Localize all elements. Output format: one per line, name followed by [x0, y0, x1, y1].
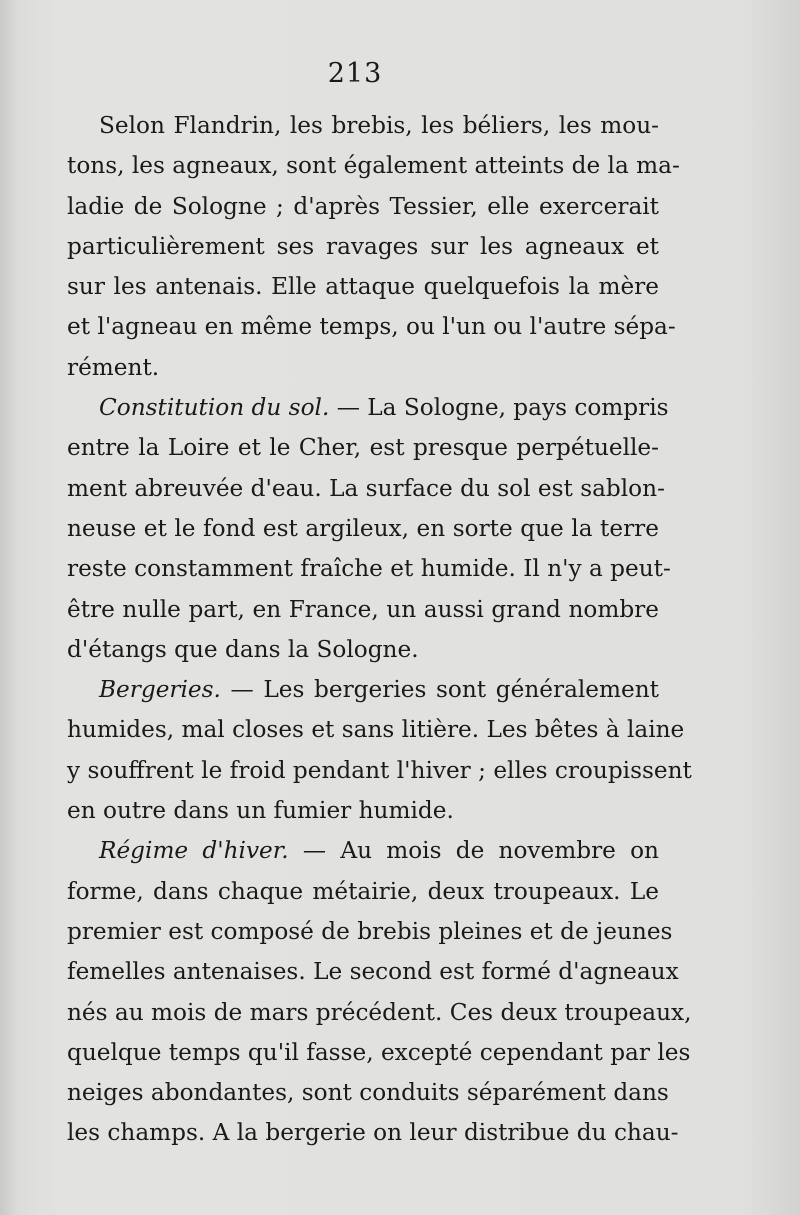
heading-continuation: — Au mois de novembre on: [288, 837, 659, 865]
text-line: nés au mois de mars précédent. Ces deux troupeaux,: [67, 998, 692, 1026]
section-heading: Régime d'hiver.: [99, 837, 289, 865]
text-line: les champs. A la bergerie on leur distribue du chau-: [67, 1119, 679, 1147]
page-number: 213: [327, 58, 383, 89]
text-line: ment abreuvée d'eau. La surface du sol est sablon-: [67, 474, 665, 502]
text-line: neuse et le fond est argileux, en sorte que la terre: [67, 514, 659, 542]
paragraph-first-line: [67, 831, 659, 871]
text-line: ladie de Sologne ; d'après Tessier, elle exercerait: [67, 192, 659, 220]
text-line: d'étangs que dans la Sologne.: [67, 635, 419, 663]
text-line: femelles antenaises. Le second est formé d'agneaux: [67, 958, 679, 986]
text-line: premier est composé de brebis pleines et de jeunes: [67, 917, 673, 945]
text-line: rément.: [67, 353, 160, 381]
paragraph-bergeries: [67, 670, 692, 831]
text-line: Selon Flandrin, les brebis, les béliers, les mou-: [99, 112, 659, 139]
text-line: y souffrent le froid pendant l'hiver ; elles croupissent: [67, 756, 692, 784]
paragraph-regime-d-hiver: [67, 831, 692, 1153]
text-line: neiges abondantes, sont conduits séparément dans: [67, 1079, 669, 1107]
paragraph-first-line: [67, 670, 659, 710]
text-line: sur les antenais. Elle attaque quelquefois la mère: [67, 273, 659, 301]
paragraph-constitution-du-sol: [67, 388, 671, 670]
heading-continuation: — Les bergeries sont généralement: [220, 676, 659, 704]
text-line: en outre dans un fumier humide.: [67, 797, 454, 825]
section-heading: Bergeries.: [99, 676, 221, 704]
text-line: tons, les agneaux, sont également atteints de la ma-: [67, 152, 680, 180]
heading-continuation: — La Sologne, pays compris: [329, 394, 669, 422]
paragraph-flandrin: [67, 106, 680, 388]
text-line: être nulle part, en France, un aussi grand nombre: [67, 595, 659, 623]
body-text: [67, 106, 692, 1154]
text-line: entre la Loire et le Cher, est presque perpétuelle-: [67, 434, 659, 462]
text-line: forme, dans chaque métairie, deux troupeaux. Le: [67, 877, 659, 905]
text-line: particulièrement ses ravages sur les agneaux et: [67, 232, 659, 260]
text-line: et l'agneau en même temps, ou l'un ou l'autre sépa-: [67, 313, 676, 341]
text-line: reste constamment fraîche et humide. Il n'y a peut-: [67, 555, 671, 583]
section-heading: Constitution du sol.: [99, 394, 330, 422]
text-line: quelque temps qu'il fasse, excepté cependant par les: [67, 1038, 691, 1066]
text-line: humides, mal closes et sans litière. Les bêtes à laine: [67, 716, 685, 744]
paragraph-first-line: [67, 388, 669, 428]
